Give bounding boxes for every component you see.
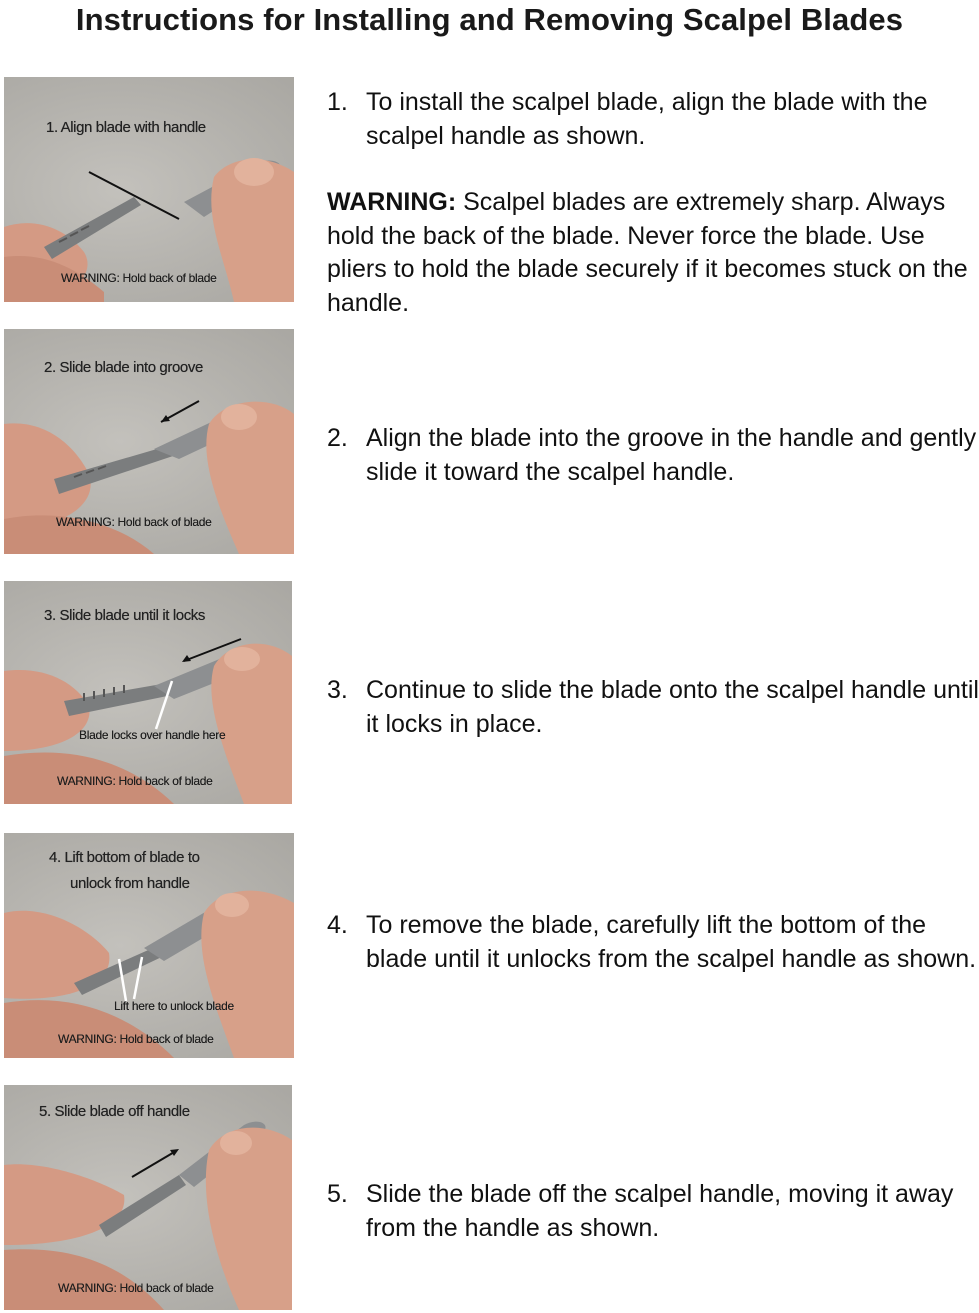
- step-3-photo-warning: WARNING: Hold back of blade: [57, 774, 213, 788]
- page-title: Instructions for Installing and Removing Scalpel Blades: [75, 2, 904, 37]
- step-5-number: 5.: [327, 1180, 348, 1208]
- step-2-instruction: [327, 422, 979, 489]
- step-3-caption: 3. Slide blade until it locks: [44, 607, 205, 624]
- step-4-number: 4.: [327, 911, 348, 939]
- step-2-number: 2.: [327, 424, 348, 452]
- step-1-photo-warning: WARNING: Hold back of blade: [61, 271, 217, 285]
- step-1-caption: 1. Align blade with handle: [46, 119, 206, 136]
- step-5-caption: 5. Slide blade off handle: [39, 1103, 190, 1120]
- step-4-instruction: [327, 909, 979, 976]
- step-1-photo: [4, 77, 294, 302]
- step-3-text: Continue to slide the blade onto the scalpel handle until it locks in place.: [366, 676, 979, 738]
- step-5-photo-warning: WARNING: Hold back of blade: [58, 1281, 214, 1295]
- warning-label: WARNING:: [327, 188, 457, 216]
- step-3-instruction: [327, 674, 979, 741]
- step-2-text: Align the blade into the groove in the handle and gently slide it toward the scalpel handle.: [366, 424, 977, 486]
- step-5-photo: [4, 1085, 292, 1310]
- step-4-photo-note: Lift here to unlock blade: [114, 999, 234, 1013]
- step-1-instruction: [327, 86, 979, 153]
- step-3-number: 3.: [327, 676, 348, 704]
- step-1-number: 1.: [327, 88, 348, 116]
- step-4-text: To remove the blade, carefully lift the bottom of the blade until it unlocks from the scalpel handle as shown.: [366, 911, 977, 973]
- step-3-photo-note: Blade locks over handle here: [79, 728, 226, 742]
- step-4-photo-warning: WARNING: Hold back of blade: [58, 1032, 214, 1046]
- step-4-photo: [4, 833, 294, 1058]
- step-4-caption-line-1: 4. Lift bottom of blade to: [49, 849, 200, 866]
- warning-text: Scalpel blades are extremely sharp. Always hold the back of the blade. Never force the blade. Use pliers to hold the blade securely if it becomes stuck on the handle.: [327, 188, 968, 317]
- step-5-text: Slide the blade off the scalpel handle, moving it away from the handle as shown.: [366, 1180, 954, 1242]
- step-5-instruction: [327, 1178, 979, 1245]
- step-2-caption: 2. Slide blade into groove: [44, 359, 203, 376]
- step-2-photo-warning: WARNING: Hold back of blade: [56, 515, 212, 529]
- warning-block: [327, 186, 979, 320]
- step-4-caption-line-2: unlock from handle: [70, 875, 190, 892]
- step-2-photo: [4, 329, 294, 554]
- step-1-text: To install the scalpel blade, align the blade with the scalpel handle as shown.: [366, 88, 928, 150]
- step-3-photo: [4, 581, 292, 804]
